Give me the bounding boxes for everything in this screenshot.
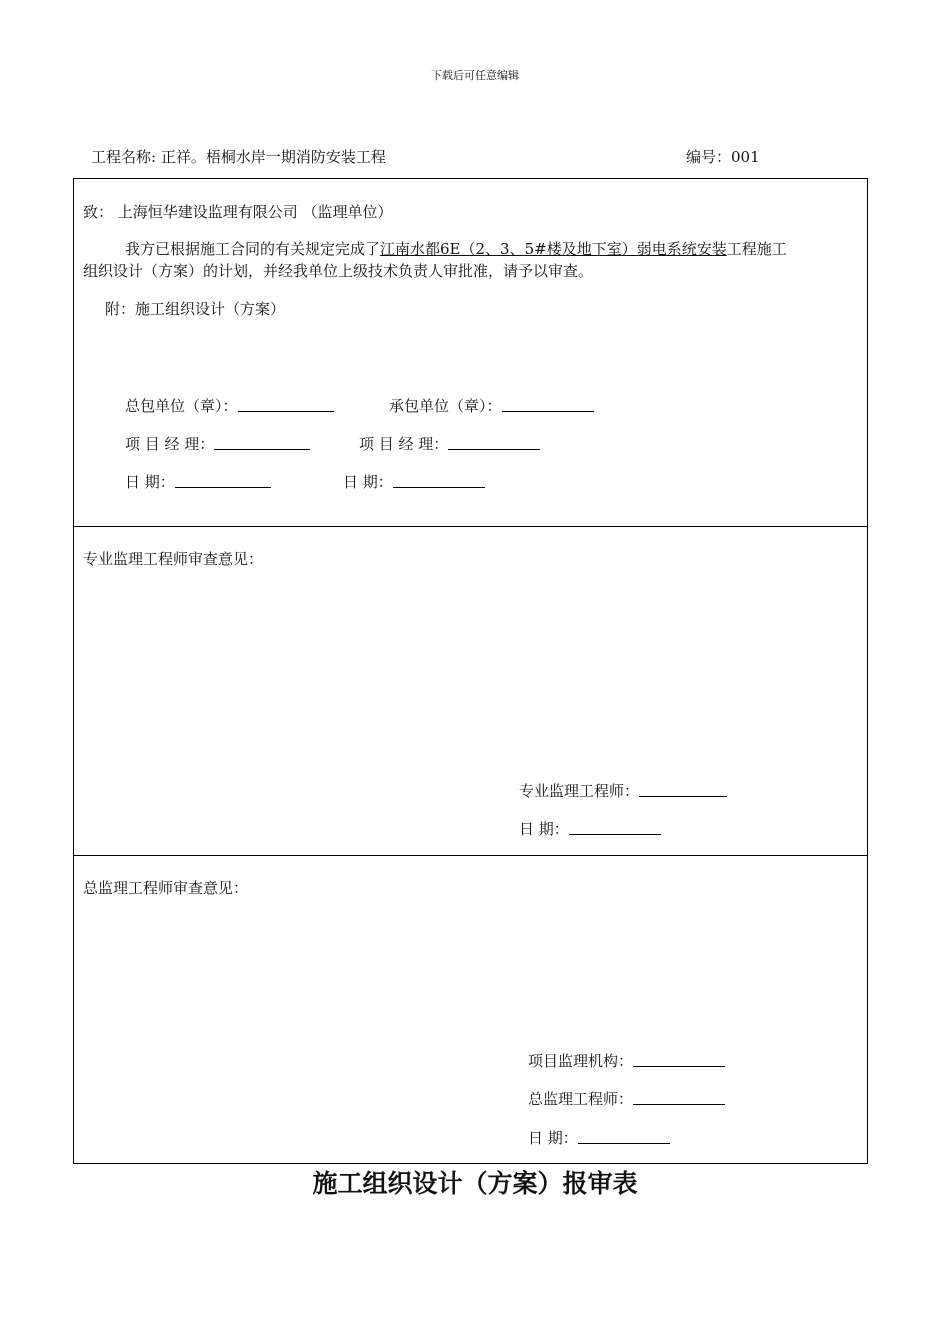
chief-date-label: 日 期： (528, 1129, 578, 1147)
date-label-left: 日 期： (125, 473, 175, 491)
date-field-right[interactable] (393, 473, 485, 488)
project-name: 工程名称: 正祥。梧桐水岸一期消防安装工程 (91, 148, 386, 166)
general-contractor-field[interactable] (238, 397, 334, 412)
document-number: 编号：001 (686, 148, 760, 166)
chief-date-row (528, 1127, 670, 1148)
approval-form-table (73, 178, 868, 1164)
body-paragraph-line1 (125, 238, 787, 259)
general-contractor-row (125, 395, 334, 416)
addressee-line: 致： 上海恒华建设监理有限公司 （监理单位） (83, 203, 393, 221)
watermark-text: 下载后可任意编辑 (431, 69, 519, 82)
pm-label-right: 项 目 经 理： (359, 435, 449, 453)
general-contractor-label: 总包单位（章）： (125, 397, 238, 415)
pm-field-left[interactable] (214, 435, 310, 450)
specialist-date-field[interactable] (569, 820, 661, 835)
chief-review-title: 总监理工程师审查意见： (83, 879, 249, 897)
pm-row-right (359, 433, 540, 454)
date-field-left[interactable] (175, 473, 271, 488)
pm-label-left: 项 目 经 理： (125, 435, 215, 453)
specialist-review-title: 专业监理工程师审查意见： (83, 550, 264, 568)
chief-engineer-field[interactable] (633, 1090, 725, 1105)
supervision-org-row (528, 1050, 725, 1071)
date-label-right: 日 期： (343, 473, 393, 491)
body-prefix: 我方已根据施工合同的有关规定完成了 (125, 240, 381, 258)
subcontractor-field[interactable] (502, 397, 594, 412)
specialist-engineer-row (519, 780, 727, 801)
chief-engineer-row (528, 1088, 725, 1109)
chief-date-field[interactable] (578, 1129, 670, 1144)
specialist-date-label: 日 期： (519, 820, 569, 838)
date-row-left (125, 471, 271, 492)
subcontractor-label: 承包单位（章）： (389, 397, 502, 415)
section-divider-1 (74, 526, 867, 527)
specialist-date-row (519, 818, 661, 839)
date-row-right (343, 471, 485, 492)
section-divider-2 (74, 855, 867, 856)
body-suffix: 工程施工 (726, 240, 787, 258)
pm-row-left (125, 433, 310, 454)
attachment-line: 附：施工组织设计（方案） (105, 300, 286, 318)
chief-engineer-label: 总监理工程师： (528, 1090, 634, 1108)
specialist-engineer-field[interactable] (639, 782, 727, 797)
body-project-name: 江南水都6E（2、3、5#楼及地下室）弱电系统安装 (380, 240, 727, 258)
supervision-org-label: 项目监理机构： (528, 1052, 634, 1070)
pm-field-right[interactable] (448, 435, 540, 450)
body-paragraph-line2: 组织设计（方案）的计划，并经我单位上级技术负责人审批准，请予以审查。 (83, 262, 594, 280)
subcontractor-row (389, 395, 594, 416)
specialist-engineer-label: 专业监理工程师： (519, 782, 640, 800)
supervision-org-field[interactable] (633, 1052, 725, 1067)
document-title: 施工组织设计（方案）报审表 (312, 1169, 638, 1198)
